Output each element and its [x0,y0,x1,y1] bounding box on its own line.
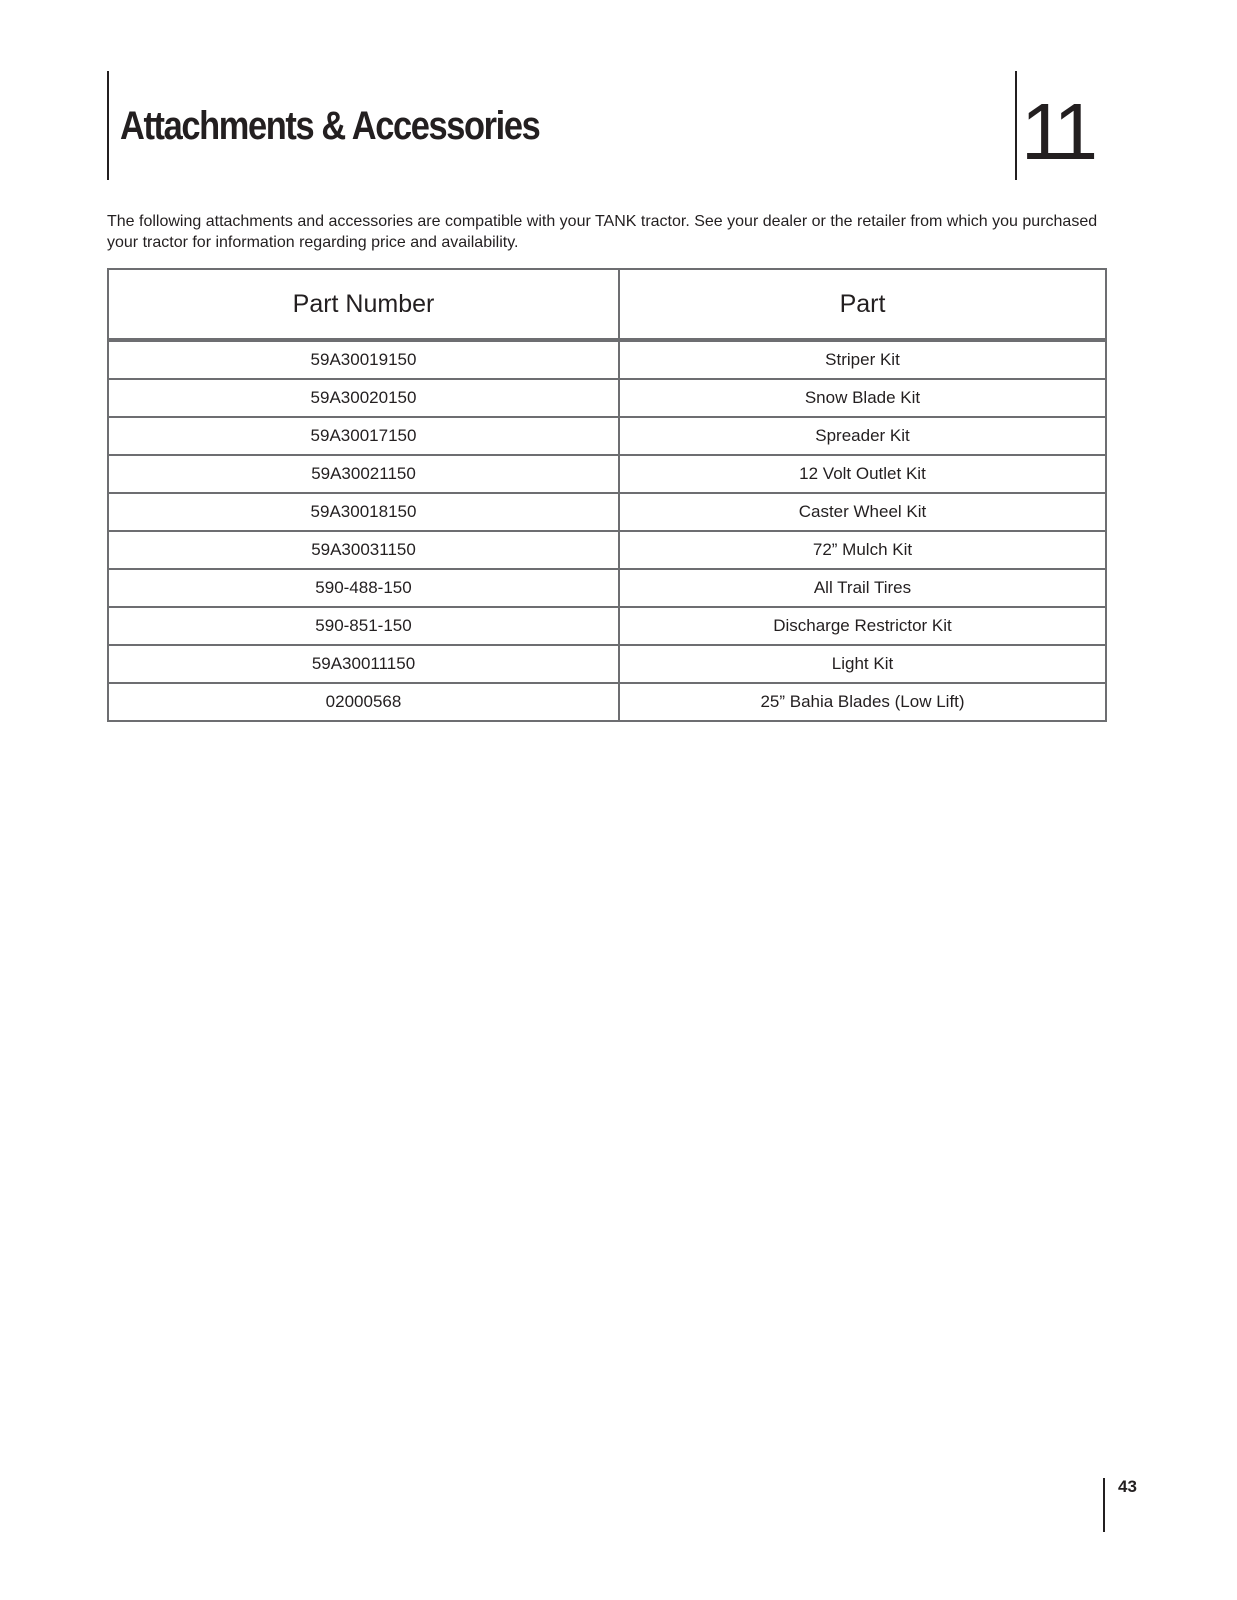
part-number-cell: 59A30021150 [108,455,619,493]
table-row [108,645,1106,683]
part-name-cell: Light Kit [619,645,1106,683]
part-number-cell: 590-851-150 [108,607,619,645]
part-name-cell: Snow Blade Kit [619,379,1106,417]
part-name-cell: Spreader Kit [619,417,1106,455]
part-name-cell: All Trail Tires [619,569,1106,607]
footer-divider [1103,1478,1105,1532]
table-row [108,683,1106,721]
intro-paragraph: The following attachments and accessories are compatible with your TANK tractor. See your dealer or the retailer from which you purchased your tractor for information regarding price and availability. [107,213,1098,251]
page-number: 43 [1118,1477,1137,1496]
chapter-number: 11 [1021,87,1093,176]
chapter-divider [1015,71,1017,180]
table-row [108,455,1106,493]
part-number-cell: 59A30017150 [108,417,619,455]
column-header-part: Part [619,269,1106,340]
part-number-cell: 59A30018150 [108,493,619,531]
part-number-cell: 59A30019150 [108,340,619,379]
part-name-cell: 72” Mulch Kit [619,531,1106,569]
page-title: Attachments & Accessories [120,104,540,148]
table-row [108,417,1106,455]
part-number-cell: 59A30011150 [108,645,619,683]
title-divider [107,71,109,180]
table-row [108,340,1106,379]
column-header-part-number: Part Number [108,269,619,340]
part-name-cell: 12 Volt Outlet Kit [619,455,1106,493]
part-name-cell: Caster Wheel Kit [619,493,1106,531]
part-number-cell: 59A30031150 [108,531,619,569]
parts-table [107,268,1107,722]
part-name-cell: Striper Kit [619,340,1106,379]
table-row [108,607,1106,645]
part-number-cell: 02000568 [108,683,619,721]
part-name-cell: Discharge Restrictor Kit [619,607,1106,645]
part-name-cell: 25” Bahia Blades (Low Lift) [619,683,1106,721]
part-number-cell: 59A30020150 [108,379,619,417]
table-row [108,493,1106,531]
table-header-row [108,269,1106,340]
table-row [108,379,1106,417]
table-row [108,569,1106,607]
part-number-cell: 590-488-150 [108,569,619,607]
table-row [108,531,1106,569]
